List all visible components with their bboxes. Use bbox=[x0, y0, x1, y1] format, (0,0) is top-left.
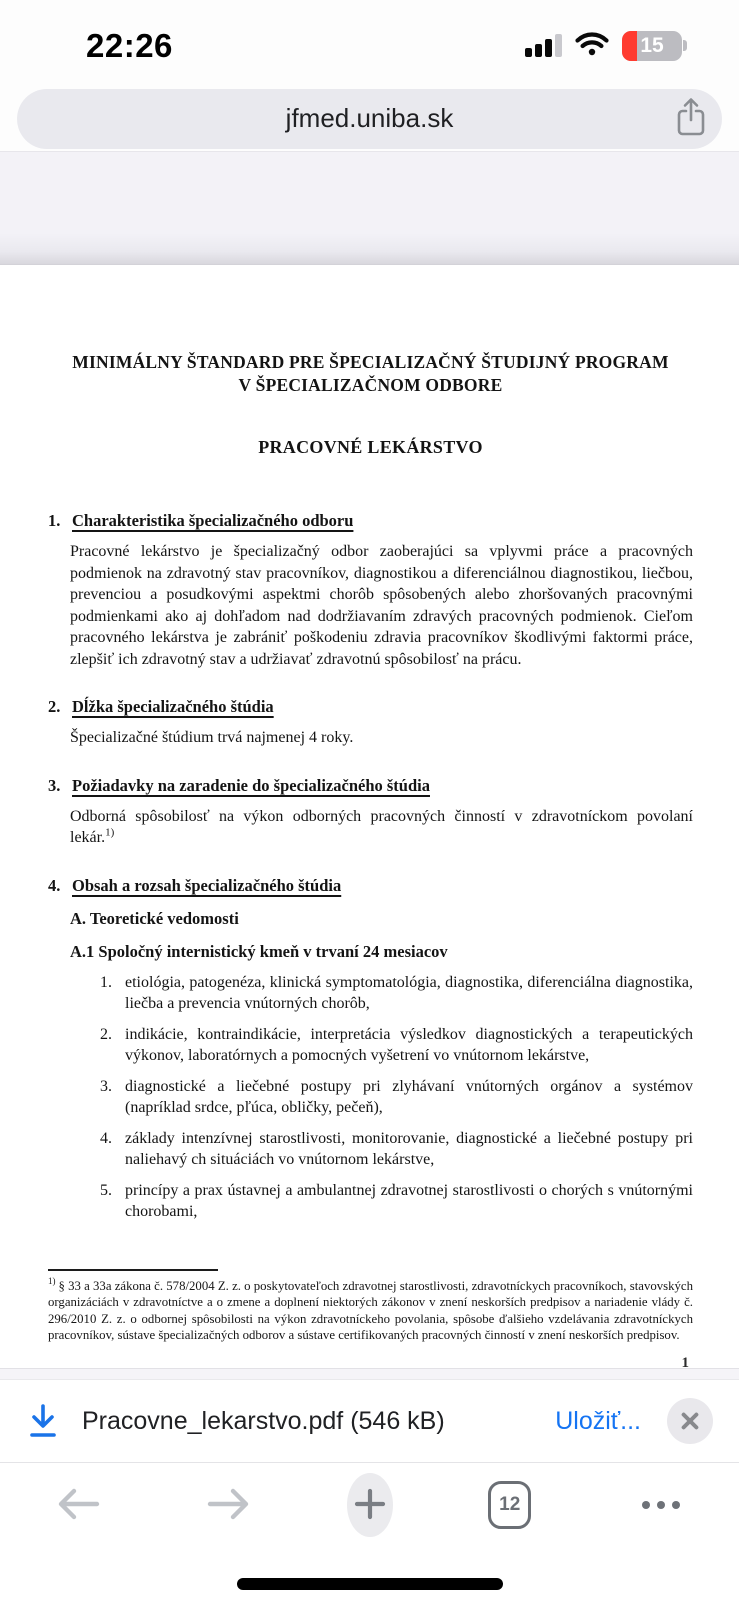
footnote-block bbox=[48, 1269, 693, 1368]
list-item: 3. diagnostické a liečebné postupy pri zlyhávaní vnútorných orgánov a systémov (napríklad srdce, pľúca, obličky, pečeň), bbox=[100, 1077, 693, 1116]
list-item: 4. základy intenzívnej starostlivosti, monitorovanie, diagnostické a liečebné postupy pri naliehavý ch situáciách vo vnútornom lekárstve, bbox=[100, 1129, 693, 1168]
more-dots-icon bbox=[642, 1501, 680, 1509]
section-body: Odborná spôsobilosť na výkon odborných pracovných činností v zdravotníckom povolaní lekár.$^{1)}$ bbox=[70, 807, 693, 846]
forward-arrow-icon bbox=[206, 1486, 252, 1525]
list-item: 1. etiológia, patogenéza, klinická symptomatológia, diagnostika, diferenciálna diagnostika, liečba a prevencia vnútorných chorôb, bbox=[100, 973, 693, 1012]
tab-switcher-button[interactable] bbox=[476, 1471, 544, 1539]
url-bar-row bbox=[0, 85, 739, 152]
home-indicator[interactable] bbox=[237, 1578, 503, 1590]
forward-button[interactable] bbox=[195, 1471, 263, 1539]
section-number: 4. bbox=[48, 875, 61, 895]
share-icon bbox=[674, 95, 708, 142]
footnote-divider bbox=[48, 1269, 218, 1271]
section-heading: Charakteristika špecializačného odboru bbox=[72, 511, 354, 530]
pdf-viewer-background bbox=[0, 152, 739, 265]
section-3 bbox=[48, 775, 693, 849]
download-bar bbox=[0, 1380, 739, 1462]
pdf-page bbox=[0, 265, 739, 1368]
section-body: Pracovné lekárstvo je špecializačný odbor zaoberajúci sa vplyvmi práce a pracovných podmienok na zdravotný stav pracovníkov, diagnostikou a diferenciálnou diagnostikou, liečbou, prevenciou a posudkovými aspektmi chorôb spôsobených alebo zhoršovaných pracovnými podmienkami ako aj dohľadom nad dodržiavaním zdravých pracovných podmienok. Cieľom pracovného lekárstva je zabrániť poškodeniu zdravia pracovníkov škodlivými faktormi práce, zlepšiť ich zdravotný stav a udržiavať zdravotnú spôsobilosť na prácu. bbox=[70, 543, 693, 668]
numbered-list bbox=[48, 972, 693, 1223]
battery-icon bbox=[622, 31, 687, 61]
section-4 bbox=[48, 875, 693, 1223]
plus-icon bbox=[354, 1488, 386, 1523]
footnote-reference: 1) bbox=[105, 826, 115, 839]
document-subtitle: PRACOVNÉ LEKÁRSTVO bbox=[258, 437, 483, 457]
status-time: 22:26 bbox=[86, 26, 173, 64]
section-1 bbox=[48, 510, 693, 670]
battery-level: 15 bbox=[640, 33, 664, 57]
section-heading: Požiadavky na zaradenie do špecializačného štúdia bbox=[72, 775, 430, 795]
section-number: 2. bbox=[48, 697, 61, 716]
section-number: 3. bbox=[48, 775, 61, 795]
footnote-text: $^{1)}$ § 33 a 33a zákona č. 578/2004 Z. z. o poskytovateľoch zdravotnej starostlivosti, zdravotníckych pracovníkoch, stavovských organizáciách v zdravotníctve a o zmene a doplnení niektorých zákonov v znení neskorších predpisov a nariadenie vlády č. 296/2010 Z. z. o odbornej spôsobilosti na výkon zdravotníckeho povolania, spôsobe ďalšieho vzdelávania zdravotníckych pracovníkov, sústave špecializačných odborov a sústave certifikovaných pracovných činností v znení neskorších predpisov. bbox=[48, 1276, 693, 1343]
download-filename: Pracovne_lekarstvo.pdf (546 kB) bbox=[82, 1406, 445, 1435]
status-bar bbox=[0, 0, 739, 85]
download-icon bbox=[26, 1403, 60, 1439]
section-body: Špecializačné štúdium trvá najmenej 4 roky. bbox=[70, 729, 354, 746]
pdf-viewer[interactable] bbox=[0, 152, 739, 1380]
url-bar[interactable] bbox=[17, 89, 722, 149]
new-tab-button[interactable] bbox=[347, 1473, 393, 1537]
section-number: 1. bbox=[48, 511, 61, 530]
cellular-signal-icon bbox=[525, 34, 562, 57]
status-icons bbox=[525, 31, 687, 61]
section-heading: Dĺžka špecializačného štúdia bbox=[72, 697, 274, 716]
section-heading: Obsah a rozsah špecializačného štúdia bbox=[72, 875, 342, 895]
document-title: MINIMÁLNY ŠTANDARD PRE ŠPECIALIZAČNÝ ŠTUDIJNÝ PROGRAM V ŠPECIALIZAČNOM ODBORE bbox=[72, 352, 669, 395]
back-button[interactable] bbox=[44, 1471, 112, 1539]
list-item: 5. princípy a prax ústavnej a ambulantnej zdravotnej starostlivosti o chorých s vnútornými chorobami, bbox=[100, 1181, 693, 1220]
section-2 bbox=[48, 696, 693, 749]
back-arrow-icon bbox=[55, 1486, 101, 1525]
pdf-page-number: 1 bbox=[681, 1355, 689, 1371]
bottom-toolbar bbox=[0, 1462, 739, 1600]
subsection-a1-heading: A.1 Spoločný internistický kmeň v trvaní 24 mesiacov bbox=[70, 941, 448, 961]
save-button[interactable]: Uložiť... bbox=[555, 1406, 641, 1435]
subsection-a-heading: A. Teoretické vedomosti bbox=[70, 908, 239, 928]
browser-header bbox=[0, 0, 739, 152]
share-button[interactable] bbox=[671, 96, 711, 142]
url-text: jfmed.uniba.sk bbox=[285, 103, 454, 133]
tab-counter-icon bbox=[488, 1481, 531, 1529]
tab-count: 12 bbox=[499, 1494, 521, 1515]
more-menu-button[interactable] bbox=[627, 1471, 695, 1539]
pdf-page-boundary bbox=[0, 1368, 739, 1380]
list-item: 2. indikácie, kontraindikácie, interpretácia výsledkov diagnostických a terapeutických výkonov, laboratórnych a pomocných vyšetrení vo vnútornom lekárstve, bbox=[100, 1025, 693, 1064]
wifi-icon bbox=[575, 31, 609, 61]
close-download-button[interactable] bbox=[667, 1398, 713, 1444]
